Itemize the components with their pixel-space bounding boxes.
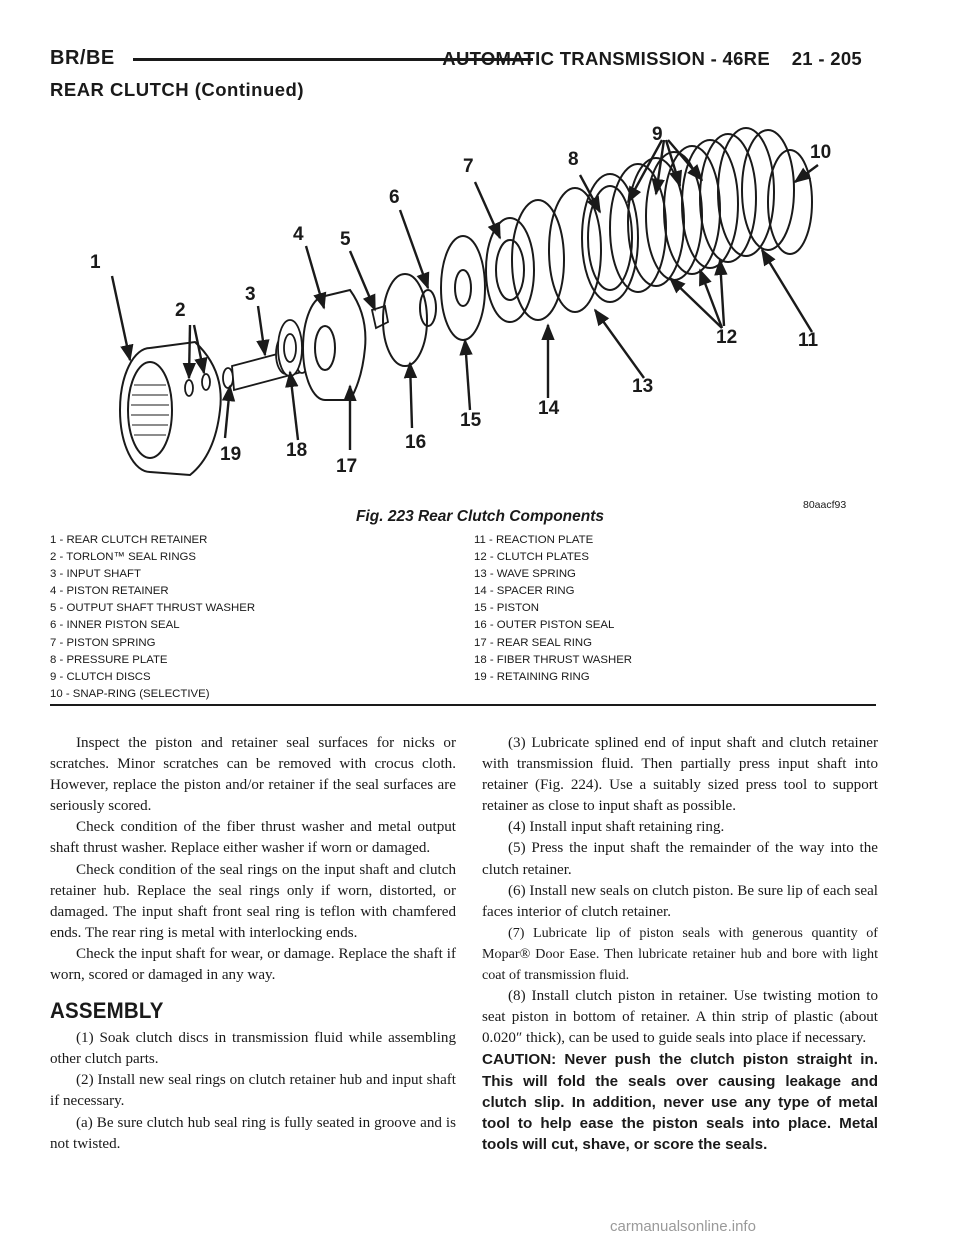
paragraph-input-shaft: Check the input shaft for wear, or damage. Replace the shaft if worn, scored or damaged in any way.: [50, 945, 456, 984]
step-6: (6) Install new seals on clutch piston. Be sure lip of each seal faces interior of clutch retainer.: [482, 882, 878, 920]
paragraph-thrust-washers: Check condition of the fiber thrust washer and metal output shaft thrust washer. Replace either washer if worn or damaged.: [50, 819, 456, 857]
callout-7: 7: [463, 156, 474, 177]
step-4: (4) Install input shaft retaining ring.: [508, 819, 725, 836]
legend-item: 10 - SNAP-RING (SELECTIVE): [50, 687, 210, 700]
paragraph-seal-rings: Check condition of the seal rings on the input shaft and clutch retainer hub. Replace the seal rings only if worn, distorted, or damaged. The input shaft front seal ring is teflon with chamfered ends. The rear ring is metal with interlocking ends.: [50, 861, 456, 941]
callout-1: 1: [90, 252, 101, 273]
step-5: (5) Press the input shaft the remainder of the way into the clutch retainer.: [482, 840, 878, 878]
header-section-page: AUTOMATIC TRANSMISSION - 46RE 21 - 205: [442, 48, 862, 69]
legend-item: 15 - PISTON: [474, 602, 539, 615]
legend-item: 11 - REACTION PLATE: [474, 534, 594, 546]
callout-12: 12: [716, 327, 738, 348]
part-rear-clutch-retainer: [120, 342, 221, 475]
legend-item: 18 - FIBER THRUST WASHER: [474, 653, 633, 666]
callout-18: 18: [286, 440, 308, 461]
legend-column-left: [50, 532, 255, 703]
step-2a-text: (a) Be sure clutch hub seal ring is fully seated in groove and is not twisted.: [50, 1114, 456, 1152]
figure-code: 80aacf93: [803, 499, 847, 511]
legend-item: 7 - PISTON SPRING: [50, 636, 156, 649]
callout-11: 11: [798, 330, 819, 351]
legend-item: 2 - TORLON™ SEAL RINGS: [50, 551, 197, 564]
callout-13: 13: [632, 376, 654, 397]
section-continued-title: REAR CLUTCH (Continued): [50, 79, 305, 100]
part-fiber-thrust-washer: [278, 320, 302, 376]
part-outer-piston-seal: [383, 274, 427, 366]
legend-item: 12 - CLUTCH PLATES: [474, 551, 589, 564]
rear-clutch-exploded-diagram: [50, 110, 880, 512]
legend-item: 3 - INPUT SHAFT: [50, 568, 141, 581]
figure-caption: Fig. 223 Rear Clutch Components: [355, 508, 605, 525]
callout-5: 5: [340, 229, 351, 250]
header-model: BR/BE: [50, 47, 115, 69]
legend-item: 17 - REAR SEAL RING: [474, 636, 592, 649]
figure-legend: [50, 532, 876, 702]
caution-note: CAUTION: Never push the clutch piston straight in. This will fold the seals over causing leakage and clutch slip. In addition, never use any type of metal tool to help ease the piston seals into place. Metal tools will cut, shave, or score the seals.: [482, 1051, 878, 1153]
step-7: (7) Lubricate lip of piston seals with generous quantity of Mopar® Door Ease. Then lubricate retainer hub and bore with light coat of transmission fluid.: [482, 924, 878, 984]
callout-14: 14: [538, 398, 560, 419]
step-2: (2) Install new seal rings on clutch retainer hub and input shaft if necessary.: [50, 1072, 456, 1110]
step-1: (1) Soak clutch discs in transmission fluid while assembling other clutch parts.: [50, 1030, 456, 1068]
callout-4: 4: [293, 224, 304, 245]
callout-15: 15: [460, 410, 482, 431]
callout-3: 3: [245, 284, 256, 305]
step-2a: [50, 1113, 456, 1155]
body-column-left: [50, 733, 456, 1155]
part-inner-piston-seal: [420, 290, 436, 326]
callout-10: 10: [810, 142, 832, 163]
legend-item: 14 - SPACER RING: [474, 585, 575, 598]
callout-6: 6: [389, 187, 400, 208]
callout-16: 16: [405, 432, 427, 453]
legend-item: 1 - REAR CLUTCH RETAINER: [50, 534, 208, 546]
legend-item: 6 - INNER PISTON SEAL: [50, 619, 180, 632]
legend-divider: [50, 704, 876, 706]
watermark: carmanualsonline.info: [610, 1218, 756, 1235]
part-piston: [441, 236, 485, 340]
callout-8: 8: [568, 149, 579, 170]
legend-item: 16 - OUTER PISTON SEAL: [474, 619, 615, 632]
legend-item: 13 - WAVE SPRING: [474, 568, 576, 581]
body-column-right: [482, 733, 878, 1155]
page-header: [50, 45, 862, 71]
exploded-view-drawing: [50, 110, 880, 512]
assembly-heading: ASSEMBLY: [50, 998, 164, 1024]
callout-17: 17: [336, 456, 358, 477]
callout-9: 9: [652, 124, 663, 145]
step-8: (8) Install clutch piston in retainer. Use twisting motion to seat piston in bottom of retainer. A thin strip of plastic (about 0.020″ thick), can be used to guide seals into place if necessary.: [482, 988, 878, 1047]
callout-19: 19: [220, 444, 242, 465]
callout-2: 2: [175, 300, 186, 321]
legend-item: 9 - CLUTCH DISCS: [50, 670, 151, 683]
legend-item: 8 - PRESSURE PLATE: [50, 653, 168, 666]
legend-column-right: [474, 532, 632, 686]
part-piston-spring: [486, 218, 534, 322]
part-piston-retainer: [303, 290, 365, 400]
legend-item: 5 - OUTPUT SHAFT THRUST WASHER: [50, 602, 256, 615]
legend-item: 19 - RETAINING RING: [474, 670, 590, 683]
paragraph-inspect-seal-surfaces: Inspect the piston and retainer seal surfaces for nicks or scratches. Minor scratches can be removed with crocus cloth. However, replace the piston and/or retainer if the seal surfaces are seriously scored.: [50, 735, 456, 815]
step-3: (3) Lubricate splined end of input shaft and clutch retainer with transmission fluid. Then partially press input shaft into retainer (Fig. 224). Use a suitably sized press tool to support retainer as close to input shaft as possible.: [482, 735, 878, 815]
legend-item: 4 - PISTON RETAINER: [50, 585, 169, 598]
